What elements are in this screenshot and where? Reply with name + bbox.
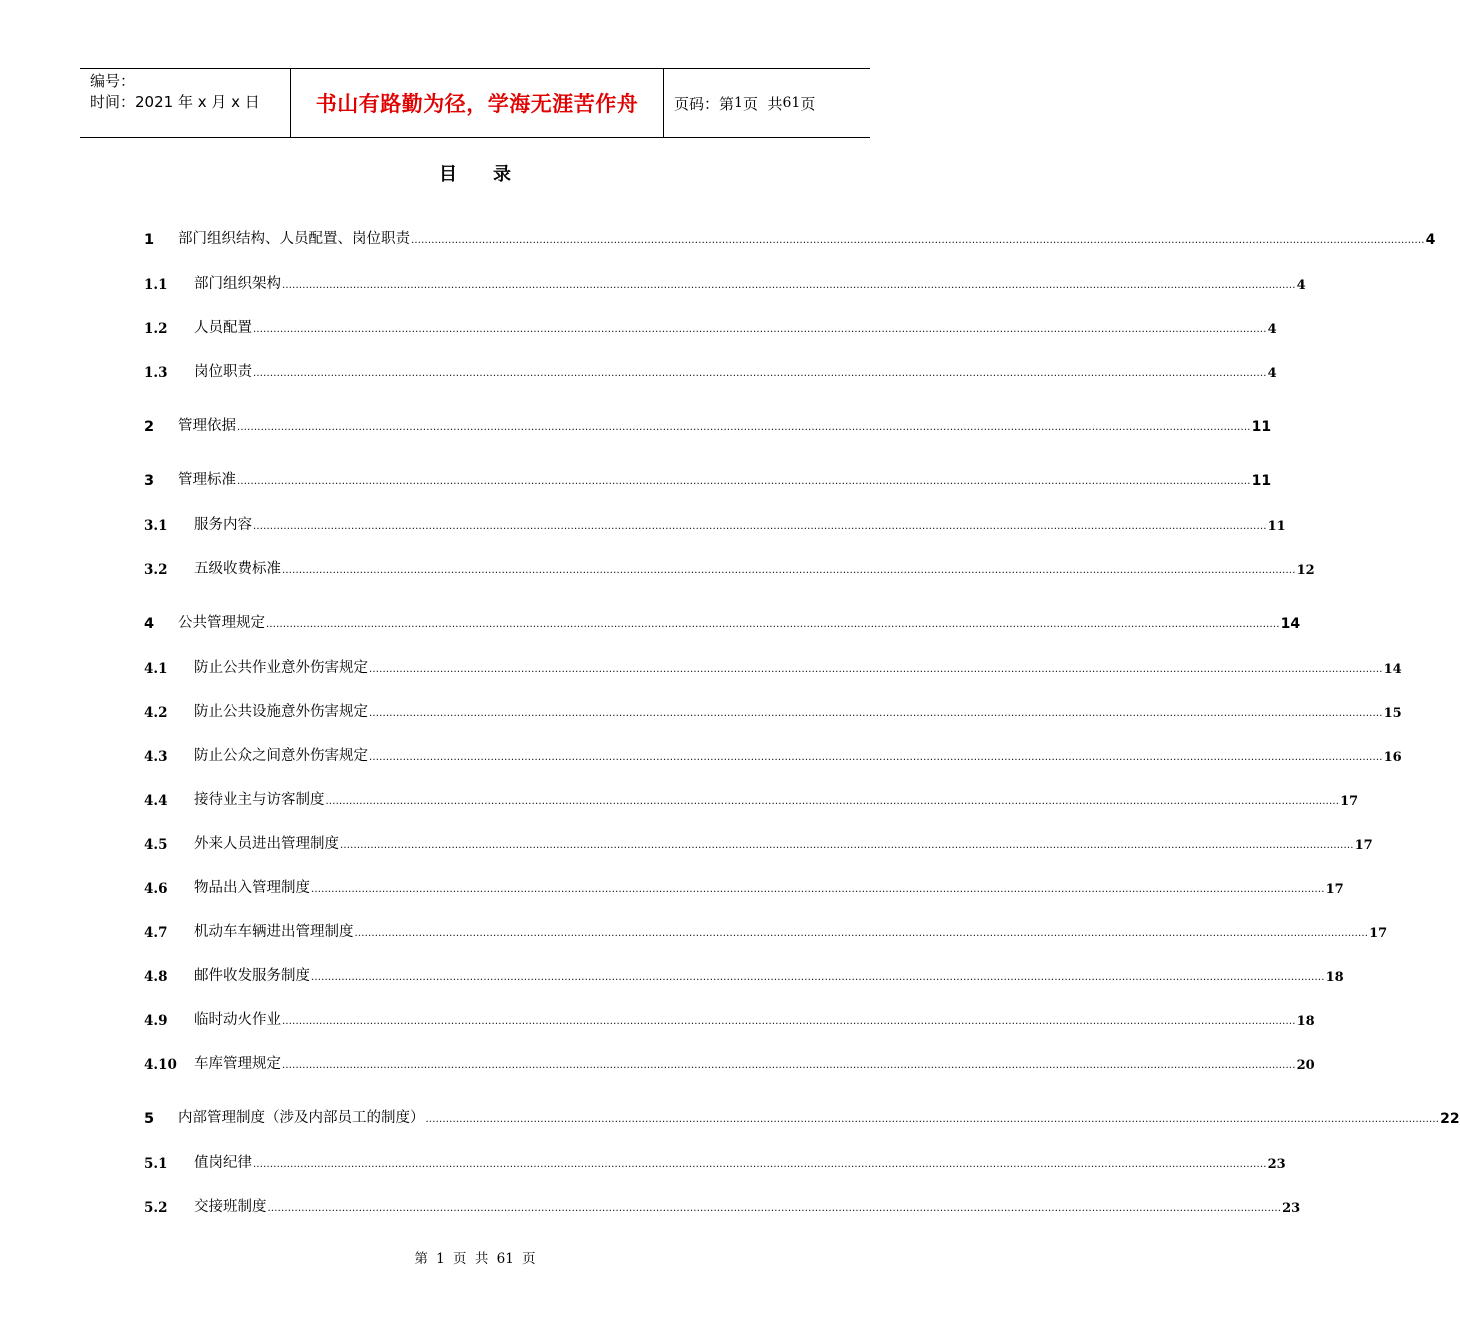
toc-entry[interactable] — [144, 1007, 1315, 1029]
toc-entry[interactable] — [144, 1051, 1315, 1073]
toc-entry-number: 4.5 — [144, 837, 168, 853]
toc-leader-dots: ............................................................................................................................................................................................................................................................................................................ — [253, 324, 1267, 335]
page-footer: 第 1 页 共 61 页 — [414, 1251, 536, 1267]
toc-entry-page: 11 — [1251, 419, 1272, 435]
toc-entry-title: 车库管理规定 — [194, 1056, 281, 1072]
toc-entry-page: 14 — [1280, 616, 1301, 632]
toc-entry-page: 18 — [1325, 970, 1344, 985]
toc-entry-number: 3 — [144, 473, 155, 489]
toc-entry[interactable] — [144, 226, 1436, 248]
toc-entry[interactable] — [144, 315, 1277, 337]
toc-entry-title: 管理依据 — [178, 418, 236, 434]
toc-leader-dots: ............................................................................................................................................................................................................................................................................................................ — [282, 565, 1296, 576]
toc-entry-title: 交接班制度 — [194, 1199, 267, 1215]
toc-entry-number: 4.6 — [144, 881, 168, 897]
header-page-prefix: 页码：第 — [674, 94, 735, 113]
toc-entry-page: 14 — [1383, 662, 1402, 677]
toc-leader-dots: ............................................................................................................................................................................................................................................................................................................ — [282, 1016, 1296, 1027]
toc-entry-title: 防止公共设施意外伤害规定 — [194, 704, 368, 720]
toc-entry-title: 管理标准 — [178, 472, 236, 488]
toc-entry[interactable] — [144, 919, 1388, 941]
toc-entry-title: 五级收费标准 — [194, 561, 281, 577]
toc-entry-number: 4.3 — [144, 749, 168, 765]
toc-entry-page: 4 — [1267, 366, 1277, 381]
toc-leader-dots: ............................................................................................................................................................................................................................................................................................................ — [411, 235, 1425, 246]
header-page-info — [664, 69, 870, 137]
header-page-total: 61 — [782, 95, 801, 111]
toc-entry[interactable] — [144, 1194, 1301, 1216]
toc-entry-number: 4.1 — [144, 661, 168, 677]
toc-entry-number: 3.2 — [144, 562, 168, 578]
toc-entry-title: 服务内容 — [194, 517, 252, 533]
toc-entry-number: 4.2 — [144, 705, 168, 721]
toc-entry-title: 邮件收发服务制度 — [194, 968, 310, 984]
toc-entry-title: 防止公共作业意外伤害规定 — [194, 660, 368, 676]
toc-entry-title: 内部管理制度（涉及内部员工的制度） — [178, 1110, 425, 1126]
toc-leader-dots: ............................................................................................................................................................................................................................................................................................................ — [311, 972, 1325, 983]
header-motto: 书山有路勤为径，学海无涯苦作舟 — [290, 69, 664, 137]
toc-entry-page: 20 — [1296, 1058, 1315, 1073]
toc-entry-number: 4.8 — [144, 969, 168, 985]
toc-leader-dots: ............................................................................................................................................................................................................................................................................................................ — [253, 1159, 1267, 1170]
toc-entry-number: 4.4 — [144, 793, 168, 809]
toc-entry-page: 17 — [1325, 882, 1344, 897]
toc-entry-title: 接待业主与访客制度 — [194, 792, 325, 808]
toc-entry-title: 防止公众之间意外伤害规定 — [194, 748, 368, 764]
toc-entry-title: 公共管理规定 — [178, 615, 265, 631]
toc-leader-dots: ............................................................................................................................................................................................................................................................................................................ — [253, 521, 1267, 532]
header-page-suffix: 页 — [800, 94, 816, 113]
toc-entry-number: 5 — [144, 1111, 155, 1127]
toc-leader-dots: ............................................................................................................................................................................................................................................................................................................ — [325, 796, 1340, 807]
toc-entry-page: 16 — [1383, 750, 1402, 765]
toc-entry-page: 11 — [1267, 519, 1286, 534]
toc-entry[interactable] — [144, 556, 1315, 578]
toc-entry-page: 23 — [1282, 1201, 1301, 1216]
page-header — [80, 68, 870, 138]
header-page-current: 1 — [734, 95, 743, 111]
toc-entry-number: 4 — [144, 616, 155, 632]
toc-entry-page: 4 — [1267, 322, 1277, 337]
toc-entry-page: 11 — [1251, 473, 1272, 489]
toc-entry-title: 部门组织结构、人员配置、岗位职责 — [178, 231, 410, 247]
toc-entry-title: 值岗纪律 — [194, 1155, 252, 1171]
toc-entry-page: 17 — [1340, 794, 1359, 809]
toc-leader-dots: ............................................................................................................................................................................................................................................................................................................ — [369, 752, 1383, 763]
toc-entry[interactable] — [144, 743, 1402, 765]
toc-entry-number: 5.1 — [144, 1156, 168, 1172]
toc-entry[interactable] — [144, 699, 1402, 721]
toc-entry-title: 外来人员进出管理制度 — [194, 836, 339, 852]
toc-leader-dots: ............................................................................................................................................................................................................................................................................................................ — [282, 1060, 1296, 1071]
toc-entry-number: 1.1 — [144, 277, 168, 293]
toc-entry-page: 15 — [1383, 706, 1402, 721]
toc-entry-number: 4.7 — [144, 925, 168, 941]
toc-entry-page: 22 — [1440, 1111, 1460, 1127]
toc-entry[interactable] — [144, 831, 1373, 853]
header-number-label: 编号： — [90, 72, 136, 90]
toc-leader-dots: ............................................................................................................................................................................................................................................................................................................ — [267, 1203, 1282, 1214]
toc-entry-title: 人员配置 — [194, 320, 252, 336]
toc-entry-page: 4 — [1425, 232, 1436, 248]
toc-entry-title: 机动车车辆进出管理制度 — [194, 924, 354, 940]
header-time-label: 时间：2021 年 x 月 x 日 — [90, 93, 260, 111]
toc-entry-title: 临时动火作业 — [194, 1012, 281, 1028]
toc-leader-dots: ............................................................................................................................................................................................................................................................................................................ — [253, 368, 1267, 379]
toc-leader-dots: ............................................................................................................................................................................................................................................................................................................ — [369, 708, 1383, 719]
toc-entry[interactable] — [144, 413, 1272, 435]
toc-entry[interactable] — [144, 1150, 1286, 1172]
toc-entry[interactable] — [144, 787, 1359, 809]
toc-entry-page: 12 — [1296, 563, 1315, 578]
toc-entry[interactable] — [144, 963, 1344, 985]
toc-entry-page: 18 — [1296, 1014, 1315, 1029]
toc-leader-dots: ............................................................................................................................................................................................................................................................................................................ — [311, 884, 1325, 895]
toc-leader-dots: ............................................................................................................................................................................................................................................................................................................ — [282, 280, 1296, 291]
toc-entry-number: 4.10 — [144, 1057, 177, 1073]
toc-entry-number: 4.9 — [144, 1013, 168, 1029]
toc-entry-number: 1 — [144, 232, 155, 248]
toc-entry[interactable] — [144, 467, 1272, 489]
toc-entry-page: 4 — [1296, 278, 1306, 293]
toc-entry[interactable] — [144, 610, 1301, 632]
toc-leader-dots: ............................................................................................................................................................................................................................................................................................................ — [237, 476, 1251, 487]
toc-entry-title: 岗位职责 — [194, 364, 252, 380]
toc-entry-page: 17 — [1354, 838, 1373, 853]
toc-leader-dots: ............................................................................................................................................................................................................................................................................................................ — [237, 422, 1251, 433]
toc-entry[interactable] — [144, 359, 1277, 381]
toc-leader-dots: ............................................................................................................................................................................................................................................................................................................ — [266, 619, 1280, 630]
toc-entry-title: 物品出入管理制度 — [194, 880, 310, 896]
toc-leader-dots: ............................................................................................................................................................................................................................................................................................................ — [369, 664, 1383, 675]
toc-leader-dots: ............................................................................................................................................................................................................................................................................................................ — [425, 1114, 1440, 1125]
header-meta — [80, 69, 290, 137]
toc-entry[interactable] — [144, 512, 1286, 534]
toc-leader-dots: ............................................................................................................................................................................................................................................................................................................ — [340, 840, 1354, 851]
toc-entry-page: 23 — [1267, 1157, 1286, 1172]
toc-entry-number: 1.2 — [144, 321, 168, 337]
toc-entry[interactable] — [144, 875, 1344, 897]
toc-entry-number: 1.3 — [144, 365, 168, 381]
toc-leader-dots: ............................................................................................................................................................................................................................................................................................................ — [354, 928, 1369, 939]
toc-title: 目录 — [439, 164, 547, 185]
toc-entry[interactable] — [144, 271, 1306, 293]
toc-entry-page: 17 — [1369, 926, 1388, 941]
toc-entry-number: 2 — [144, 419, 155, 435]
toc-entry[interactable] — [144, 1105, 1460, 1127]
header-page-mid: 页 共 — [742, 94, 783, 113]
toc-entry-number: 5.2 — [144, 1200, 168, 1216]
toc-entry[interactable] — [144, 655, 1402, 677]
toc-entry-number: 3.1 — [144, 518, 168, 534]
toc-entry-title: 部门组织架构 — [194, 276, 281, 292]
